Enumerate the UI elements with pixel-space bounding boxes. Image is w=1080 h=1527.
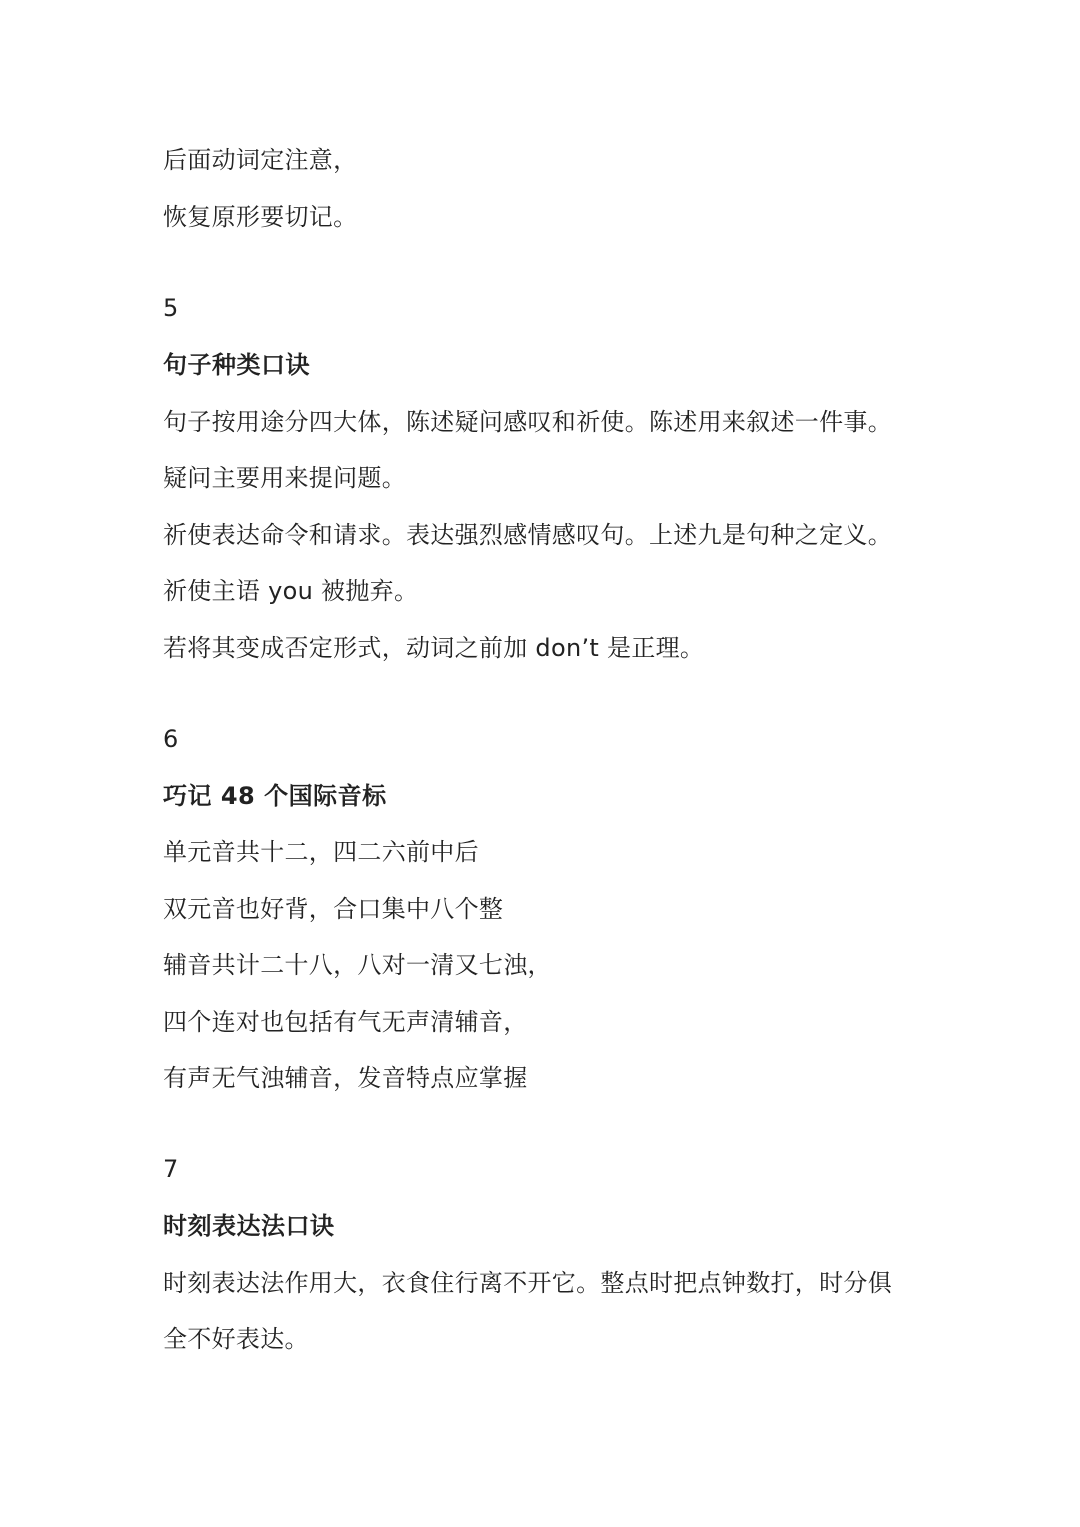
section5-title: 句子种类口诀 xyxy=(163,351,310,379)
section7-number: 7 xyxy=(163,1155,179,1183)
section6-line-1: 单元音共十二，四二六前中后 xyxy=(163,838,479,866)
section7-title: 时刻表达法口诀 xyxy=(163,1212,335,1240)
section5-line-4: 祈使主语 you 被抛弃。 xyxy=(163,577,419,605)
section5-line-1: 句子按用途分四大体，陈述疑问感叹和祈使。陈述用来叙述一件事。 xyxy=(163,408,892,436)
section4-line-1: 后面动词定注意， xyxy=(163,146,358,174)
section6-number: 6 xyxy=(163,725,179,753)
section6-line-2: 双元音也好背，合口集中八个整 xyxy=(163,895,504,923)
section6-line-5: 有声无气浊辅音，发音特点应掌握 xyxy=(163,1064,528,1092)
section7-line-1: 时刻表达法作用大，衣食住行离不开它。整点时把点钟数打，时分俱 xyxy=(163,1269,892,1297)
section6-title: 巧记 48 个国际音标 xyxy=(163,782,387,810)
section6-line-3: 辅音共计二十八，八对一清又七浊， xyxy=(163,951,552,979)
section4-line-2: 恢复原形要切记。 xyxy=(163,203,358,231)
section5-number: 5 xyxy=(163,294,179,322)
section5-line-3: 祈使表达命令和请求。表达强烈感情感叹句。上述九是句种之定义。 xyxy=(163,521,892,549)
section5-line-2: 疑问主要用来提问题。 xyxy=(163,464,406,492)
section7-line-2: 全不好表达。 xyxy=(163,1325,309,1353)
section6-line-4: 四个连对也包括有气无声清辅音， xyxy=(163,1008,528,1036)
section5-line-5: 若将其变成否定形式，动词之前加 don’t 是正理。 xyxy=(163,634,705,662)
